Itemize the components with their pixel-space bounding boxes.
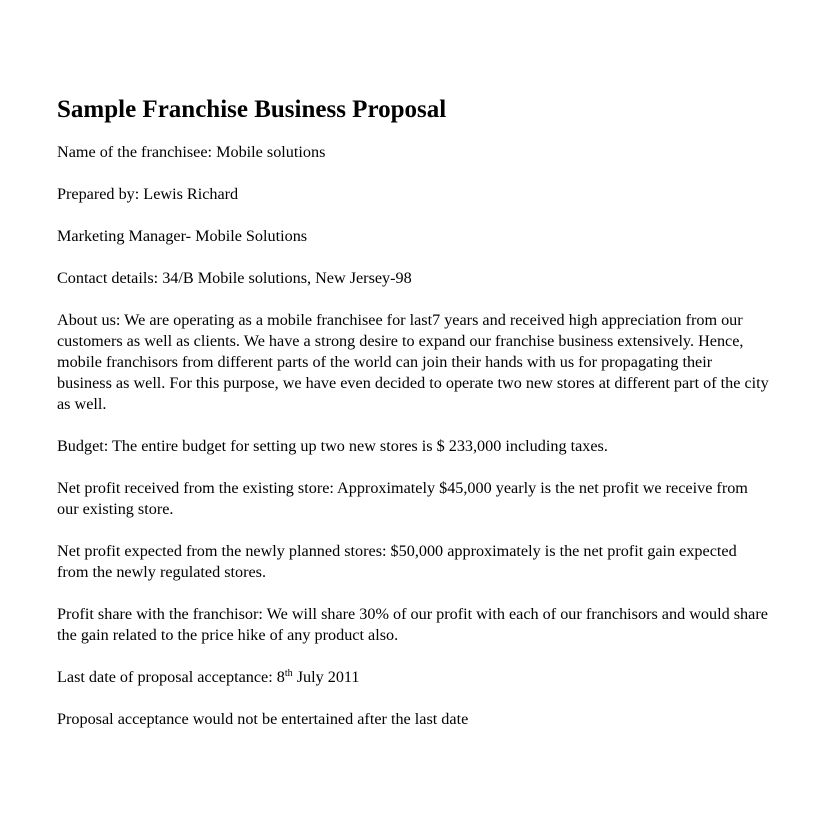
prepared-by: Prepared by: Lewis Richard: [57, 185, 239, 203]
net-profit-existing-paragraph: Net profit received from the existing store: Approximately $45,000 yearly is the net profit we receive from our existing store.: [57, 479, 748, 518]
last-date-ordinal: th: [284, 668, 293, 679]
last-date-label: Last date of proposal acceptance:: [57, 668, 273, 686]
document-title: Sample Franchise Business Proposal: [57, 96, 447, 123]
profit-share-paragraph: Profit share with the franchisor: We will share 30% of our profit with each of our franchisors and would share the gain related to the price hike of any product also.: [57, 605, 768, 644]
contact-details: Contact details: 34/B Mobile solutions, New Jersey-98: [57, 269, 412, 287]
last-date-paragraph: [57, 667, 769, 688]
last-date-month-year: July 2011: [296, 668, 360, 686]
net-profit-expected-paragraph: Net profit expected from the newly planned stores: $50,000 approximately is the net profit gain expected from the newly regulated stores.: [57, 542, 737, 581]
proposal-document: [57, 95, 769, 751]
closing-note: Proposal acceptance would not be entertained after the last date: [57, 710, 469, 728]
about-us-paragraph: About us: We are operating as a mobile franchisee for last7 years and received high appreciation from our customers as well as clients. We have a strong desire to expand our franchise business extensively. Hence, mobile franchisors from different parts of the world can join their hands with us for propagating their business as well. For this purpose, we have even decided to operate two new stores at different part of the city as well.: [57, 311, 769, 413]
budget-paragraph: Budget: The entire budget for setting up two new stores is $ 233,000 including taxes.: [57, 437, 608, 455]
last-date-day: 8: [276, 668, 285, 686]
franchisee-name: Name of the franchisee: Mobile solutions: [57, 143, 326, 161]
author-role: Marketing Manager- Mobile Solutions: [57, 227, 308, 245]
